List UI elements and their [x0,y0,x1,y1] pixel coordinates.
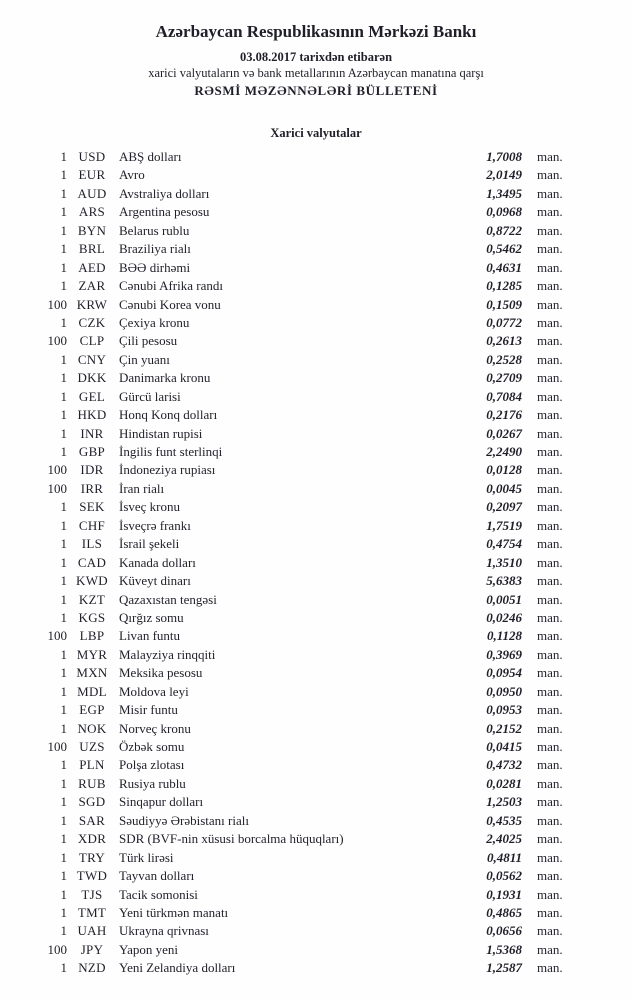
currency-name: İran rialı [119,480,165,496]
currency-code: SEK [79,499,105,515]
row-quantity: 1 [60,499,67,515]
currency-name: SDR (BVF-nin xüsusi borcalma hüquqları) [119,831,344,847]
unit-label: man. [537,296,563,312]
unit-label: man. [537,757,563,773]
exchange-rate: 0,4865 [486,904,522,920]
row-quantity: 1 [60,868,67,884]
currency-name: İsveç kronu [119,499,181,515]
table-row [0,738,632,756]
currency-name: Tayvan dolları [119,868,195,884]
currency-code: SAR [78,812,106,828]
exchange-rate: 0,4811 [486,849,522,865]
currency-name: Honq Konq dolları [119,407,218,423]
table-row [0,240,632,258]
row-quantity: 1 [60,444,67,459]
section-title: Xarici valyutalar [270,126,362,140]
unit-label: man. [537,849,563,865]
table-row [0,498,632,516]
currency-name: Cənubi Korea vonu [119,296,221,312]
currency-code: GBP [78,444,106,459]
currency-code: NZD [78,960,106,976]
unit-label: man. [537,185,563,201]
currency-name: Çin yuanı [119,351,170,367]
row-quantity: 1 [60,720,67,736]
currency-code: UAH [77,923,107,939]
currency-name: Meksika pesosu [119,665,203,681]
row-quantity: 1 [60,351,67,367]
currency-code: XDR [77,831,107,847]
table-row [0,627,632,645]
bulletin-date-line: 03.08.2017 tarixdən etibarən [239,50,393,64]
currency-name: Misir funtu [119,702,178,718]
currency-code: NOK [77,720,107,736]
table-row [0,406,632,424]
table-row [0,922,632,940]
table-row [0,166,632,184]
table-row [0,867,632,885]
table-row [0,369,632,387]
table-row [0,959,632,977]
exchange-rate: 0,1285 [486,278,522,294]
unit-label: man. [537,480,563,496]
table-row [0,535,632,553]
row-quantity: 1 [60,702,67,718]
currency-code: ARS [78,204,106,220]
row-quantity: 1 [60,278,67,294]
currency-name: Çili pesosu [119,333,178,349]
row-quantity: 1 [60,554,67,570]
currency-code: IRR [80,480,104,496]
exchange-rate: 2,2490 [486,444,522,459]
row-quantity: 100 [47,333,67,349]
unit-label: man. [537,425,563,441]
table-row [0,351,632,369]
currency-name: Yapon yeni [119,941,178,957]
table-row [0,480,632,498]
row-quantity: 1 [60,849,67,865]
exchange-rate: 0,0954 [486,665,522,681]
row-quantity: 1 [60,775,67,791]
unit-label: man. [537,739,563,754]
exchange-rate: 0,4732 [486,757,522,773]
table-row [0,461,632,479]
unit-label: man. [537,314,563,330]
currency-name: Səudiyyə Ərəbistanı rialı [119,812,249,828]
unit-label: man. [537,517,563,533]
table-row [0,332,632,350]
currency-code: RUB [78,775,106,791]
currency-name: Belarus rublu [119,222,190,238]
row-quantity: 1 [60,831,67,847]
table-row [0,664,632,682]
currency-name: Avstraliya dolları [119,185,210,201]
exchange-rate: 5,6383 [486,573,522,589]
row-quantity: 1 [60,314,67,330]
currency-name: Gürcü larisi [119,388,181,404]
currency-name: Türk lirəsi [119,849,174,865]
exchange-rate: 0,0051 [486,591,522,607]
table-row [0,572,632,590]
exchange-rate: 0,0281 [486,775,522,791]
exchange-rate: 0,0267 [486,425,522,441]
table-row [0,517,632,535]
currency-code: MXN [76,665,108,681]
exchange-rate: 0,8722 [486,222,522,238]
currency-name: Qazaxıstan tengəsi [119,591,217,607]
currency-code: PLN [79,757,105,773]
exchange-rate: 0,4754 [486,536,522,552]
table-row [0,904,632,922]
exchange-rate: 0,0656 [486,923,522,939]
currency-name: Cənubi Afrika randı [119,278,223,294]
exchange-rate: 0,1931 [486,886,522,902]
row-quantity: 1 [60,646,67,662]
currency-name: Özbək somu [119,739,185,754]
currency-table [0,148,632,978]
exchange-rate: 1,2587 [486,960,522,976]
currency-code: KRW [76,296,108,312]
currency-name: Çexiya kronu [119,314,190,330]
table-row [0,425,632,443]
row-quantity: 1 [60,812,67,828]
currency-code: TMT [77,904,107,920]
exchange-rate: 0,0950 [486,683,522,699]
unit-label: man. [537,646,563,662]
row-quantity: 100 [47,480,67,496]
exchange-rate: 1,7519 [486,517,522,533]
row-quantity: 1 [60,222,67,238]
currency-name: Moldova leyi [119,683,189,699]
currency-code: CLP [79,333,105,349]
unit-label: man. [537,222,563,238]
unit-label: man. [537,702,563,718]
exchange-rate: 0,4631 [486,259,522,275]
currency-code: UZS [79,739,105,754]
unit-label: man. [537,923,563,939]
table-row [0,148,632,166]
currency-code: MDL [77,683,107,699]
currency-code: EUR [78,167,106,183]
row-quantity: 1 [60,794,67,810]
currency-code: HKD [77,407,107,423]
currency-name: Danimarka kronu [119,370,211,386]
table-row [0,793,632,811]
currency-code: AED [78,259,106,275]
row-quantity: 100 [47,462,67,478]
document-title: Azərbaycan Respublikasının Mərkəzi Bankı [155,22,477,41]
table-row [0,720,632,738]
row-quantity: 1 [60,259,67,275]
row-quantity: 1 [60,425,67,441]
row-quantity: 100 [47,628,67,644]
unit-label: man. [537,794,563,810]
currency-name: ABŞ dolları [119,149,182,164]
currency-name: Qırğız somu [119,609,184,625]
exchange-rate: 1,3510 [486,554,522,570]
unit-label: man. [537,554,563,570]
unit-label: man. [537,278,563,294]
unit-label: man. [537,960,563,976]
currency-code: BYN [77,222,107,238]
currency-name: Küveyt dinarı [119,573,191,589]
currency-name: Livan funtu [119,628,181,644]
currency-code: CHF [78,517,106,533]
exchange-rate: 0,0772 [486,314,522,330]
exchange-rate: 0,2097 [486,499,522,515]
unit-label: man. [537,868,563,884]
exchange-rate: 0,0953 [486,702,522,718]
currency-code: JPY [80,941,104,957]
exchange-rate: 0,1509 [486,296,522,312]
table-row [0,812,632,830]
currency-name: Norveç kronu [119,720,191,736]
table-row [0,701,632,719]
unit-label: man. [537,720,563,736]
currency-code: KWD [76,573,108,589]
unit-label: man. [537,444,563,459]
bulletin-title-line: RƏSMİ MƏZƏNNƏLƏRİ BÜLLETENİ [194,83,438,98]
currency-code: AUD [77,185,107,201]
unit-label: man. [537,665,563,681]
row-quantity: 1 [60,185,67,201]
currency-code: INR [80,425,104,441]
currency-name: Tacik somonisi [119,886,198,902]
currency-code: TWD [76,868,108,884]
currency-name: Argentina pesosu [119,204,210,220]
row-quantity: 1 [60,388,67,404]
currency-code: MYR [76,646,108,662]
table-row [0,756,632,774]
unit-label: man. [537,904,563,920]
currency-code: DKK [77,370,107,386]
table-row [0,443,632,461]
row-quantity: 1 [60,573,67,589]
currency-name: İsveçrə frankı [119,517,191,533]
bulletin-scope-line: xarici valyutaların və bank metallarının Azərbaycan manatına qarşı [148,66,484,80]
unit-label: man. [537,831,563,847]
table-row [0,259,632,277]
row-quantity: 1 [60,591,67,607]
currency-name: İndoneziya rupiası [119,462,216,478]
unit-label: man. [537,591,563,607]
currency-code: GEL [78,388,106,404]
unit-label: man. [537,812,563,828]
exchange-rate: 0,2176 [486,407,522,423]
table-row [0,222,632,240]
table-row [0,554,632,572]
unit-label: man. [537,499,563,515]
unit-label: man. [537,167,563,183]
exchange-rate: 0,0415 [486,739,522,754]
unit-label: man. [537,573,563,589]
row-quantity: 1 [60,517,67,533]
currency-code: TRY [78,849,106,865]
currency-code: USD [78,149,106,164]
unit-label: man. [537,333,563,349]
unit-label: man. [537,683,563,699]
row-quantity: 1 [60,204,67,220]
currency-code: CZK [78,314,106,330]
currency-code: IDR [80,462,104,478]
exchange-rate: 0,0562 [486,868,522,884]
currency-name: Ukrayna qrivnası [119,923,209,939]
table-row [0,388,632,406]
currency-name: Yeni Zelandiya dolları [119,960,236,976]
currency-name: Hindistan rupisi [119,425,203,441]
unit-label: man. [537,388,563,404]
unit-label: man. [537,351,563,367]
currency-name: Sinqapur dolları [119,794,204,810]
currency-code: KGS [78,609,106,625]
row-quantity: 1 [60,757,67,773]
unit-label: man. [537,149,563,164]
currency-name: BƏƏ dirhəmi [119,259,191,275]
currency-name: Rusiya rublu [119,775,186,791]
unit-label: man. [537,204,563,220]
table-row [0,941,632,959]
exchange-rate: 1,5368 [486,941,522,957]
table-row [0,609,632,627]
currency-name: Yeni türkmən manatı [119,904,229,920]
row-quantity: 100 [47,941,67,957]
currency-code: EGP [79,702,105,718]
unit-label: man. [537,259,563,275]
currency-code: LBP [79,628,105,644]
row-quantity: 100 [47,296,67,312]
exchange-rate: 0,3969 [486,646,522,662]
row-quantity: 1 [60,241,67,257]
currency-code: ZAR [78,278,106,294]
exchange-rate: 2,4025 [486,831,522,847]
row-quantity: 1 [60,167,67,183]
table-row [0,830,632,848]
row-quantity: 1 [60,536,67,552]
exchange-rate: 0,2613 [486,333,522,349]
table-row [0,775,632,793]
unit-label: man. [537,775,563,791]
unit-label: man. [537,941,563,957]
unit-label: man. [537,886,563,902]
exchange-rate: 0,0128 [486,462,522,478]
row-quantity: 100 [47,739,67,754]
table-row [0,683,632,701]
unit-label: man. [537,407,563,423]
unit-label: man. [537,241,563,257]
exchange-rate: 0,5462 [486,241,522,257]
currency-code: SGD [78,794,106,810]
unit-label: man. [537,609,563,625]
currency-name: Avro [119,167,145,183]
exchange-rate: 2,0149 [486,167,522,183]
table-row [0,314,632,332]
exchange-rate: 1,7008 [486,149,522,164]
currency-name: Polşa zlotası [119,757,185,773]
document-header [0,0,632,99]
currency-name: Malayziya rinqqiti [119,646,216,662]
exchange-rate: 0,0045 [486,480,522,496]
table-row [0,646,632,664]
currency-name: Braziliya rialı [119,241,191,257]
currency-name: İsrail şekeli [119,536,180,552]
currency-code: BRL [78,241,106,257]
row-quantity: 1 [60,886,67,902]
currency-code: TJS [81,886,103,902]
row-quantity: 1 [60,904,67,920]
currency-code: KZT [78,591,106,607]
exchange-rate: 0,0968 [486,204,522,220]
table-row [0,886,632,904]
exchange-rate: 1,3495 [486,185,522,201]
table-row [0,296,632,314]
unit-label: man. [537,370,563,386]
row-quantity: 1 [60,149,67,164]
row-quantity: 1 [60,665,67,681]
row-quantity: 1 [60,407,67,423]
table-row [0,185,632,203]
exchange-rate: 0,2709 [486,370,522,386]
currency-code: CAD [77,554,107,570]
currency-code: ILS [81,536,103,552]
exchange-rate: 0,2528 [486,351,522,367]
table-row [0,203,632,221]
currency-name: Kanada dolları [119,554,196,570]
currency-code: CNY [77,351,107,367]
exchange-rate: 0,0246 [486,609,522,625]
currency-name: İngilis funt sterlinqi [119,444,223,459]
unit-label: man. [537,628,563,644]
exchange-rate: 0,1128 [486,628,522,644]
row-quantity: 1 [60,370,67,386]
table-row [0,849,632,867]
exchange-rate: 0,4535 [486,812,522,828]
table-row [0,277,632,295]
exchange-rate: 0,2152 [486,720,522,736]
row-quantity: 1 [60,923,67,939]
row-quantity: 1 [60,683,67,699]
row-quantity: 1 [60,609,67,625]
table-row [0,591,632,609]
unit-label: man. [537,536,563,552]
unit-label: man. [537,462,563,478]
exchange-rate: 0,7084 [486,388,522,404]
exchange-rate: 1,2503 [486,794,522,810]
row-quantity: 1 [60,960,67,976]
